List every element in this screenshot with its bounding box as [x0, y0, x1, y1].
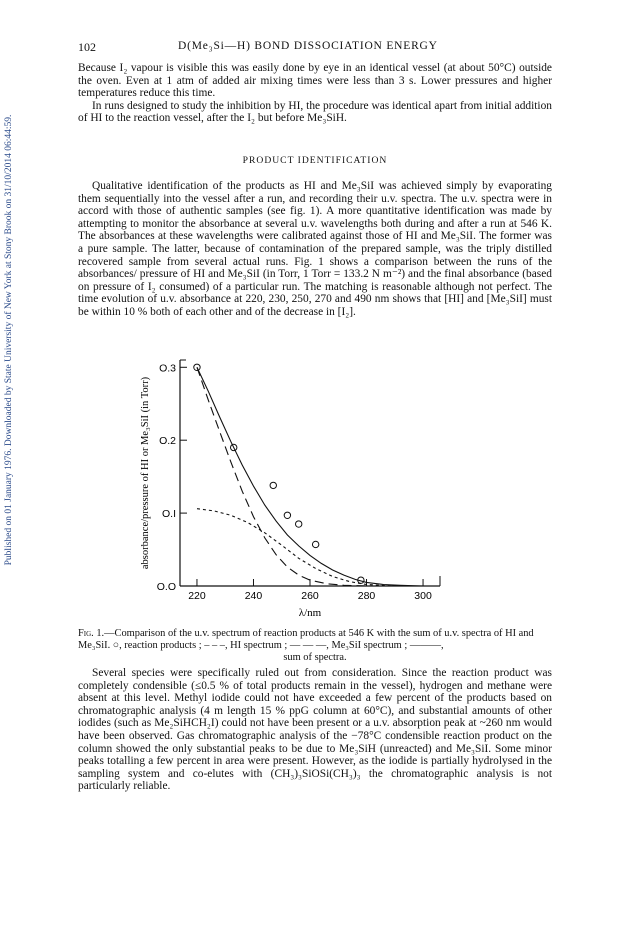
paragraph-identification-block — [78, 180, 552, 319]
margin-download-note — [2, 60, 16, 620]
series-line-me-sii-spectrum — [197, 367, 367, 586]
y-axis-label: absorbance/pressure of HI or Me₃SiI (in Torr) — [140, 376, 151, 570]
running-header — [78, 40, 552, 56]
running-title: D(Me₃Si—H) BOND DISSOCIATION ENERGY — [178, 40, 438, 52]
caption-text: —Comparison of the u.v. spectrum of reaction products at 546 K with the sum of u.v. spectra of HI and Me₃SiI. ○, reaction products ; – – –, HI spectrum ; — — —, Me₃SiI spectrum ; ———, — [78, 628, 534, 651]
caption-tail: sum of spectra. — [283, 652, 347, 663]
y-tick-label: O.O — [156, 581, 176, 593]
caption-label: Fig. 1. — [78, 628, 105, 639]
x-tick-label: 240 — [244, 590, 263, 602]
figure-1 — [128, 338, 458, 618]
section-heading: PRODUCT IDENTIFICATION — [242, 155, 388, 166]
page-number: 102 — [78, 40, 96, 54]
x-axis-label: λ/nm — [298, 607, 322, 618]
intro-paragraphs — [78, 62, 552, 125]
data-point-reaction-products — [284, 512, 290, 518]
paragraph-exclusions-block — [78, 667, 552, 793]
series-line-sum-of-spectra — [197, 367, 423, 586]
paragraph-mixing: Because I₂ vapour is visible this was easily done by eye in an identical vessel (at about 50°C) outside the oven. Even at 1 atm of added air mixing times were less than 3 s. Lower pressures and higher temperatures reduce this time. — [78, 62, 552, 100]
data-point-reaction-products — [295, 521, 301, 527]
x-tick-label: 300 — [414, 590, 432, 602]
paragraph-identification: Qualitative identification of the products as HI and Me₃SiI was achieved simply by evaporating them sequentially into the vessel after a run, and recording their u.v. spectra. The u.v. spectra were in accord with those of authentic samples (see fig. 1). A more quantitative identification was made by attempting to monitor the absorbance at several u.v. wavelengths both during and after a run at 546 K. The absorbances at these wavelengths were calibrated against those of HI and Me₃SiI. The former was a pure sample. The latter, because of contamination of the prepared sample, was the triply distilled recovered sample from several actual runs. Fig. 1 shows a comparison between the runs of the absorbances/ pressure of HI and Me₃SiI (in Torr, 1 Torr = 133.2 N m⁻²) and the final absorbance (based on pressure of I₂ consumed) of a particular run. The matching is reasonable although not perfect. The time evolution of u.v. absorbance at 220, 230, 250, 270 and 490 nm shows that [HI] and [Me₃SiI] must be within 10 % both of each other and of the decrease in [I₂]. — [78, 180, 552, 318]
figure-caption — [78, 628, 552, 664]
data-point-reaction-products — [270, 482, 276, 488]
y-tick-label: O.2 — [159, 435, 176, 448]
chart-series — [194, 364, 423, 586]
series-line-hi-spectrum — [197, 509, 395, 586]
x-tick-label: 280 — [357, 590, 376, 602]
paragraph-exclusions: Several species were specifically ruled out from consideration. Since the reaction product was completely condensible (≤0.5 % of total products remain in the vessel), hydrogen and methane were absent at this level. Methyl iodide could not have exceeded a few percent of the products based on chromatographic analysis (4 m length 15 % ppG column at 60°C), and substantial amounts of other iodides (such as Me₂SiHCH₂I) could not have been present or a u.v. absorption peak at ~260 nm would have been observed. Gas chromatographic analysis of the −78°C condensible reaction product on the column showed the only substantial peaks to be due to Me₃SiH (unreacted) and Me₃SiI. Some minor peaks totalling a few percent in area were present. However, as the iodide is partially hydrolysed in the sampling system and co-elutes with (CH₃)₃SiOSi(CH₃)₃ the chromatographic analysis is not particularly reliable. — [78, 667, 552, 793]
chart-axes — [180, 360, 440, 586]
data-point-reaction-products — [194, 364, 200, 370]
x-tick-label: 220 — [188, 590, 206, 602]
data-point-reaction-products — [312, 541, 318, 547]
paragraph-inhibition: In runs designed to study the inhibition by HI, the procedure was identical apart from initial addition of HI to the reaction vessel, after the I₂ but before Me₃SiH. — [78, 99, 552, 125]
y-tick-label: O.I — [161, 508, 176, 521]
spectrum-chart — [128, 338, 458, 618]
x-tick-label: 260 — [301, 590, 319, 602]
y-tick-label: O.3 — [159, 362, 176, 375]
margin-download-text: Published on 01 January 1976. Downloaded by State University of New York at Stony Brook on 31/10/2014 06:44:59. — [4, 114, 14, 566]
chart-labels — [140, 362, 432, 618]
